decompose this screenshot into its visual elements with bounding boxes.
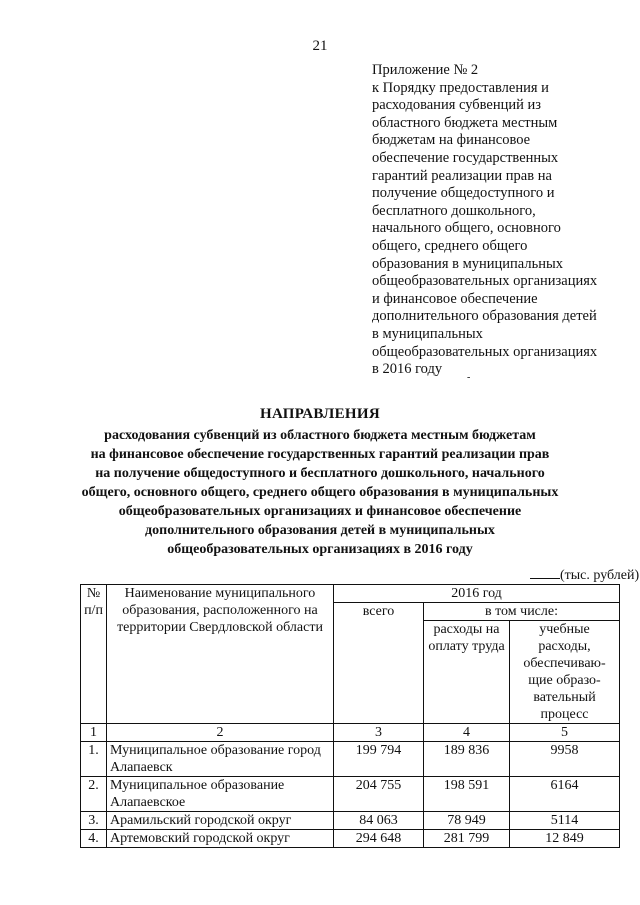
row-num: 1.: [81, 742, 107, 777]
row-edu: 12 849: [510, 830, 620, 848]
row-total: 199 794: [334, 742, 424, 777]
row-edu: 9958: [510, 742, 620, 777]
header-labor: расходы на оплату труда: [424, 621, 510, 724]
appendix-line: обеспечение государственных: [372, 149, 559, 166]
row-total: 84 063: [334, 812, 424, 830]
col-number: 4: [424, 724, 510, 742]
appendix-line: получение общедоступного и: [372, 185, 555, 202]
row-name: Муниципальное образование город Алапаевск: [107, 742, 334, 777]
appendix-line: областного бюджета местным: [372, 114, 558, 131]
appendix-line: к Порядку предоставления и: [372, 79, 549, 96]
row-edu: 6164: [510, 777, 620, 812]
header-num: № п/п: [81, 585, 107, 724]
appendix-line: и финансовое обеспечение: [372, 290, 538, 307]
col-number: 3: [334, 724, 424, 742]
appendix-line: начального общего, основного: [372, 220, 561, 237]
page-number: 21: [312, 38, 328, 54]
units-note: [530, 568, 639, 584]
row-name: Арамильский городской округ: [107, 812, 334, 830]
units-underline: [530, 578, 560, 579]
heading-line: общеобразовательных организациях и финансовое обеспечение: [118, 504, 522, 519]
appendix-line: в 2016 году: [372, 361, 443, 378]
header-including: в том числе:: [424, 603, 620, 621]
row-labor: 189 836: [424, 742, 510, 777]
header-total: всего: [334, 603, 424, 724]
appendix-line: бюджетам на финансовое: [372, 132, 531, 149]
appendix-line: бесплатного дошкольного,: [372, 202, 536, 219]
row-labor: 198 591: [424, 777, 510, 812]
header-name: Наименование муниципального образования, расположенного на территории Свердловской области: [107, 585, 334, 724]
row-name: Муниципальное образование Алапаевское: [107, 777, 334, 812]
table-row: [81, 830, 620, 848]
appendix-line: общеобразовательных организациях: [372, 273, 598, 290]
appendix-block: [372, 62, 634, 379]
appendix-line: в муниципальных: [372, 325, 483, 342]
appendix-line: дополнительного образования детей: [372, 308, 597, 325]
appendix-line: общего, среднего общего: [372, 237, 528, 254]
header-row: [81, 585, 620, 603]
appendix-line: общеобразовательных организациях: [372, 343, 598, 360]
row-labor: 78 949: [424, 812, 510, 830]
heading-line: дополнительного образования детей в муниципальных: [145, 523, 495, 538]
row-name: Артемовский городской округ: [107, 830, 334, 848]
appendix-line: Приложение № 2: [372, 62, 479, 78]
budget-table: [80, 584, 620, 848]
stray-mark: -: [467, 372, 471, 383]
table-row: [81, 812, 620, 830]
row-total: 204 755: [334, 777, 424, 812]
table-row: [81, 742, 620, 777]
header-edu: учебные расходы, обеспечиваю- щие образо- вательный процесс: [510, 621, 620, 724]
appendix-line: гарантий реализации прав на: [372, 167, 552, 184]
row-num: 4.: [81, 830, 107, 848]
heading-line: общего, основного общего, среднего общего образования в муниципальных: [81, 485, 559, 500]
column-number-row: [81, 724, 620, 742]
appendix-line: расходования субвенций из: [372, 97, 542, 114]
units-label: (тыс. рублей): [560, 568, 640, 583]
heading-line: общеобразовательных организациях в 2016 году: [167, 542, 473, 557]
appendix-line: образования в муниципальных: [372, 255, 563, 272]
heading-line: расходования субвенций из областного бюджета местным бюджетам: [104, 428, 536, 443]
document-title: НАПРАВЛЕНИЯ: [260, 406, 380, 422]
heading-line: на финансовое обеспечение государственных гарантий реализации прав: [90, 447, 550, 462]
row-edu: 5114: [510, 812, 620, 830]
heading-line: на получение общедоступного и бесплатного дошкольного, начального: [95, 466, 545, 481]
col-number: 1: [81, 724, 107, 742]
row-num: 3.: [81, 812, 107, 830]
row-labor: 281 799: [424, 830, 510, 848]
row-num: 2.: [81, 777, 107, 812]
row-total: 294 648: [334, 830, 424, 848]
table-row: [81, 777, 620, 812]
col-number: 5: [510, 724, 620, 742]
col-number: 2: [107, 724, 334, 742]
header-year: 2016 год: [334, 585, 620, 603]
